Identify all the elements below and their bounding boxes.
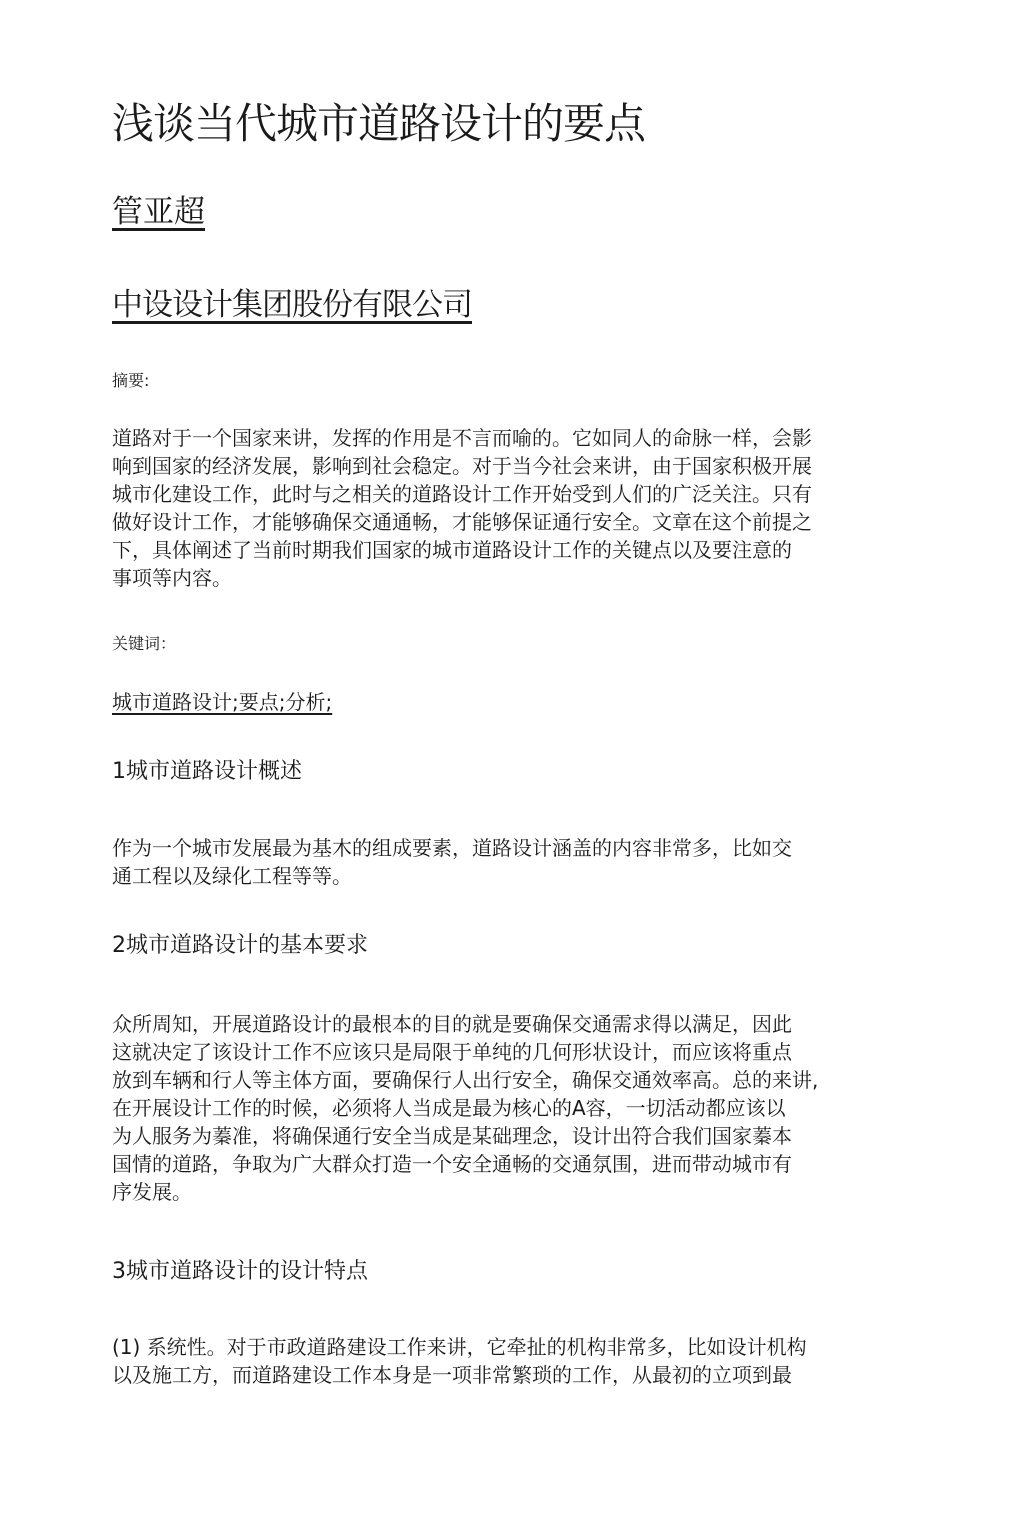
section-paragraph	[112, 1010, 902, 1206]
abstract-line: 响到国家的经济发展，影响到社会稳定。对于当今社会来讲，由于国家积极开展	[112, 454, 812, 478]
author-organization: 中设设计集团股份有限公司	[112, 287, 472, 323]
paragraph-line: 作为一个城市发展最为基木的组成要素，道路设计涵盖的内容非常多，比如交	[112, 836, 792, 860]
paragraph-line: 这就决定了该设计工作不应该只是局限于单纯的几何形状设计，而应该将重点	[112, 1040, 792, 1064]
abstract-line: 道路对于一个国家来讲，发挥的作用是不言而喻的。它如同人的命脉一样，会影	[112, 426, 812, 450]
abstract-label: 摘要:	[112, 371, 150, 390]
keywords-label: 关键词：	[112, 634, 177, 653]
paragraph-line: 众所周知，开展道路设计的最根本的目的就是要确保交通需求得以满足，因此	[112, 1012, 792, 1036]
section-paragraph	[112, 834, 902, 890]
keywords-list: 城市道路设计;要点;分析;	[112, 690, 333, 714]
paragraph-line: 国情的道路，争取为广大群众打造一个安全通畅的交通氛围，进而带动城市有	[112, 1152, 792, 1176]
section-heading: 3城市道路设计的设计特点	[112, 1259, 368, 1284]
section-paragraph	[112, 1333, 902, 1389]
abstract-line: 下，具体阐述了当前时期我们国家的城市道路设计工作的关键点以及要注意的	[112, 538, 792, 562]
paragraph-line: 以及施工方，而道路建设工作本身是一项非常繁琐的工作，从最初的立项到最	[112, 1363, 792, 1387]
section-heading: 1城市道路设计概述	[112, 759, 302, 784]
abstract-line: 做好设计工作，才能够确保交通通畅，才能够保证通行安全。文章在这个前提之	[112, 510, 812, 534]
paragraph-line: (1) 系统性。对于市政道路建设工作来讲，它牵扯的机构非常多，比如设计机构	[112, 1335, 807, 1359]
paragraph-line: 序发展。	[112, 1180, 192, 1204]
abstract-line: 城市化建设工作，此时与之相关的道路设计工作开始受到人们的广泛关注。只有	[112, 482, 812, 506]
paragraph-line: 通工程以及绿化工程等等。	[112, 864, 352, 888]
paragraph-line: 为人服务为蓁准，将确保通行安全当成是某础理念，设计出符合我们国家蓁本	[112, 1124, 792, 1148]
paragraph-line: 在开展设计工作的时候，必须将人当成是最为核心的A容，一切活动都应该以	[112, 1096, 786, 1120]
abstract-paragraph	[112, 424, 902, 592]
author-name: 管亚超	[112, 194, 205, 230]
abstract-line: 事项等内容。	[112, 566, 232, 590]
document-title: 浅谈当代城市道路设计的要点	[112, 99, 646, 148]
paragraph-line: 放到车辆和行人等主体方面，要确保行人出行安全，确保交通效率高。总的来讲,	[112, 1068, 819, 1092]
section-heading: 2城市道路设计的基本要求	[112, 933, 368, 958]
